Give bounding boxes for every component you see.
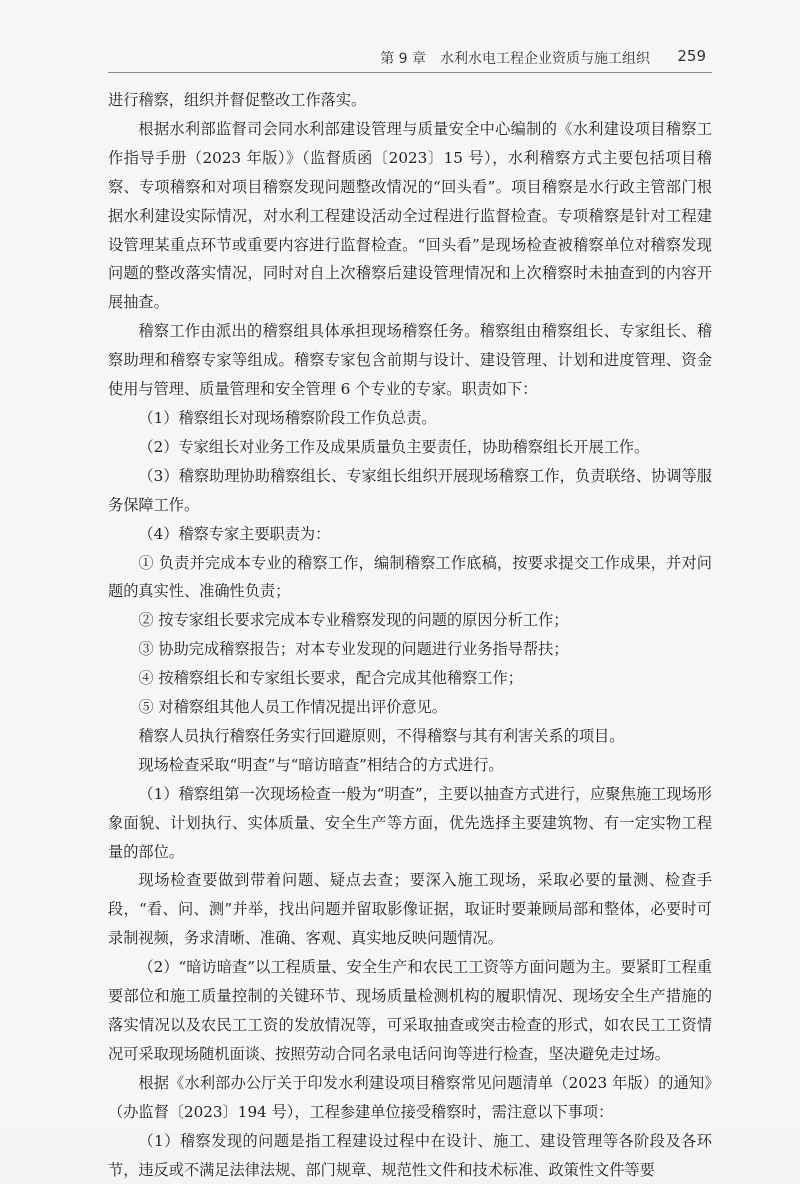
list-item: （1）稽察组长对现场稽察阶段工作负总责。	[138, 408, 437, 427]
paragraph: 稽察工作由派出的稽察组具体承担现场稽察任务。稽察组由稽察组长、专家组长、稽察助理和稽察专家等组成。稽察专家包含前期与设计、建设管理、计划和进度管理、资金使用与管理、质量管理和安全管理 6 个专业的专家。职责如下：	[108, 322, 712, 399]
paragraph: 现场检查要做到带着问题、疑点去查；要深入施工现场，采取必要的量测、检查手段，“看、问、测”并举，找出问题并留取影像证据，取证时要兼顾局部和整体，必要时可录制视频，务求清晰、准确、客观、真实地反映问题情况。	[108, 871, 712, 948]
paragraph: 现场检查采取“明查”与“暗访暗查”相结合的方式进行。	[138, 755, 504, 774]
sub-list-item: ④ 按稽察组长和专家组长要求，配合完成其他稽察工作；	[138, 669, 523, 688]
sub-list-item: ⑤ 对稽察组其他人员工作情况提出评价意见。	[138, 698, 447, 717]
page-number: 259	[677, 47, 706, 65]
paragraph: 稽察人员执行稽察任务实行回避原则，不得稽察与其有利害关系的项目。	[138, 726, 625, 745]
list-item: （4）稽察专家主要职责为：	[138, 524, 331, 543]
list-item: （2）专家组长对业务工作及成果质量负主要责任，协助稽察组长开展工作。	[138, 437, 650, 456]
paragraph: 进行稽察，组织并督促整改工作落实。	[108, 91, 367, 109]
body-text	[108, 86, 712, 1184]
chapter-title: 第 9 章 水利水电工程企业资质与施工组织	[380, 51, 650, 67]
list-item: （1）稽察组第一次现场检查一般为“明查”，主要以抽查方式进行，应聚焦施工现场形象面貌、计划执行、实体质量、安全生产等方面，优先选择主要建筑物、有一定实物工程量的部位。	[108, 784, 712, 861]
list-item: （3）稽察助理协助稽察组长、专家组长组织开展现场稽察工作，负责联络、协调等服务保障工作。	[108, 466, 712, 514]
paragraph: 根据《水利部办公厅关于印发水利建设项目稽察常见问题清单（2023 年版）的通知》（办监督〔2023〕194 号），工程参建单位接受稽察时，需注意以下事项：	[108, 1073, 712, 1121]
sub-list-item: ① 负责并完成本专业的稽察工作，编制稽察工作底稿，按要求提交工作成果，并对问题的真实性、准确性负责；	[108, 553, 712, 601]
sub-list-item: ③ 协助完成稽察报告；对本专业发现的问题进行业务指导帮扶；	[138, 640, 569, 659]
sub-list-item: ② 按专家组长要求完成本专业稽察发现的问题的原因分析工作；	[138, 611, 569, 630]
paragraph: 根据水利部监督司会同水利部建设管理与质量安全中心编制的《水利建设项目稽察工作指导手册（2023 年版）》（监督质函〔2023〕15 号），水利稽察方式主要包括项目稽察、专项稽察和对项目稽察发现问题整改情况的“回头看”。项目稽察是水行政主管部门根据水利建设实际情况，对水利工程建设活动全过程进行监督检查。专项稽察是针对工程建设管理某重点环节或重要内容进行监督检查。“回头看”是现场检查被稽察单位对稽察发现问题的整改落实情况，同时对自上次稽察后建设管理情况和上次稽察时未抽查到的内容开展抽查。	[108, 119, 712, 312]
list-item: （1）稽察发现的问题是指工程建设过程中在设计、施工、建设管理等各阶段及各环节，违反或不满足法律法规、部门规章、规范性文件和技术标准、政策性文件等要	[108, 1131, 712, 1179]
list-item: （2）“暗访暗查”以工程质量、安全生产和农民工工资等方面问题为主。要紧盯工程重要部位和施工质量控制的关键环节、现场质量检测机构的履职情况、现场安全生产措施的落实情况以及农民工工资的发放情况等，可采取抽查或突击检查的形式，如农民工工资情况可采取现场随机面谈、按照劳动合同名录电话问询等进行检查，坚决避免走过场。	[108, 958, 712, 1063]
running-header	[108, 44, 712, 73]
